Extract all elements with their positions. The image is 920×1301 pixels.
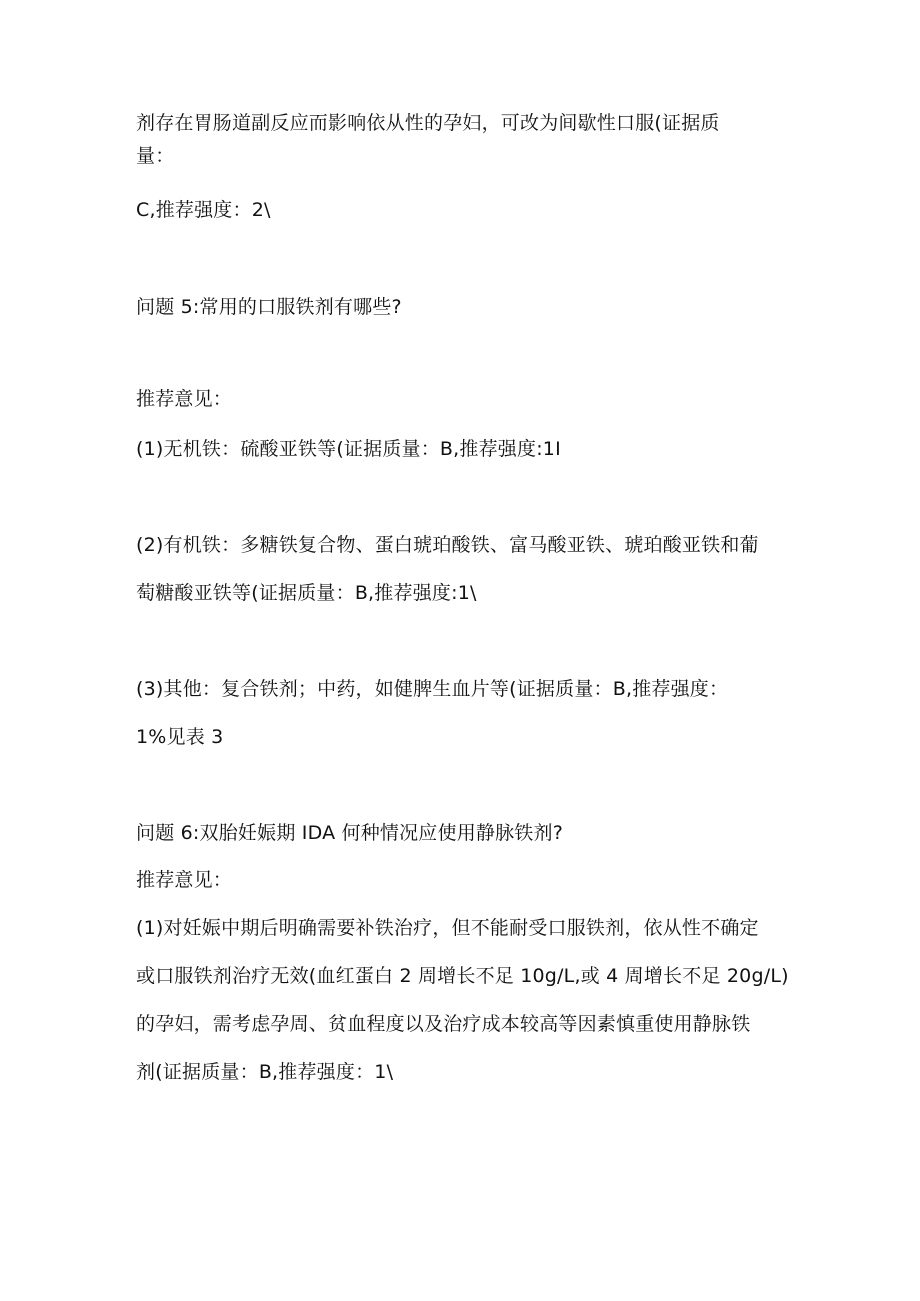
question-heading: 问题 6:双胎妊娠期 IDA 何种情况应使用静脉铁剂? (136, 822, 563, 844)
text-line: 剂(证据质量：B,推荐强度：1\ (136, 1061, 394, 1083)
text-line: 或口服铁剂治疗无效(血红蛋白 2 周增长不足 10g/L,或 4 周增长不足 20g/L) (136, 965, 789, 987)
text-line: (1)无机铁：硫酸亚铁等(证据质量：B,推荐强度:1I (136, 438, 561, 460)
recommendation-label: 推荐意见： (136, 869, 233, 891)
text-line: (1)对妊娠中期后明确需要补铁治疗，但不能耐受口服铁剂，依从性不确定 (136, 917, 759, 939)
text-line: 萄糖酸亚铁等(证据质量：B,推荐强度:1\ (136, 582, 477, 604)
text-line: (3)其他：复合铁剂；中药，如健脾生血片等(证据质量：B,推荐强度： (136, 678, 729, 700)
question-heading: 问题 5:常用的口服铁剂有哪些? (136, 296, 402, 318)
recommendation-label: 推荐意见： (136, 388, 233, 410)
text-line: 1%见表 3 (136, 726, 224, 748)
text-line: 剂存在胃肠道副反应而影响依从性的孕妇，可改为间歇性口服(证据质 (136, 112, 720, 134)
text-line: (2)有机铁：多糖铁复合物、蛋白琥珀酸铁、富马酸亚铁、琥珀酸亚铁和葡 (136, 534, 759, 556)
text-line: 量： (136, 145, 175, 167)
text-line: C,推荐强度：2\ (136, 199, 271, 221)
text-line: 的孕妇，需考虑孕周、贫血程度以及治疗成本较高等因素慎重使用静脉铁 (136, 1013, 751, 1035)
